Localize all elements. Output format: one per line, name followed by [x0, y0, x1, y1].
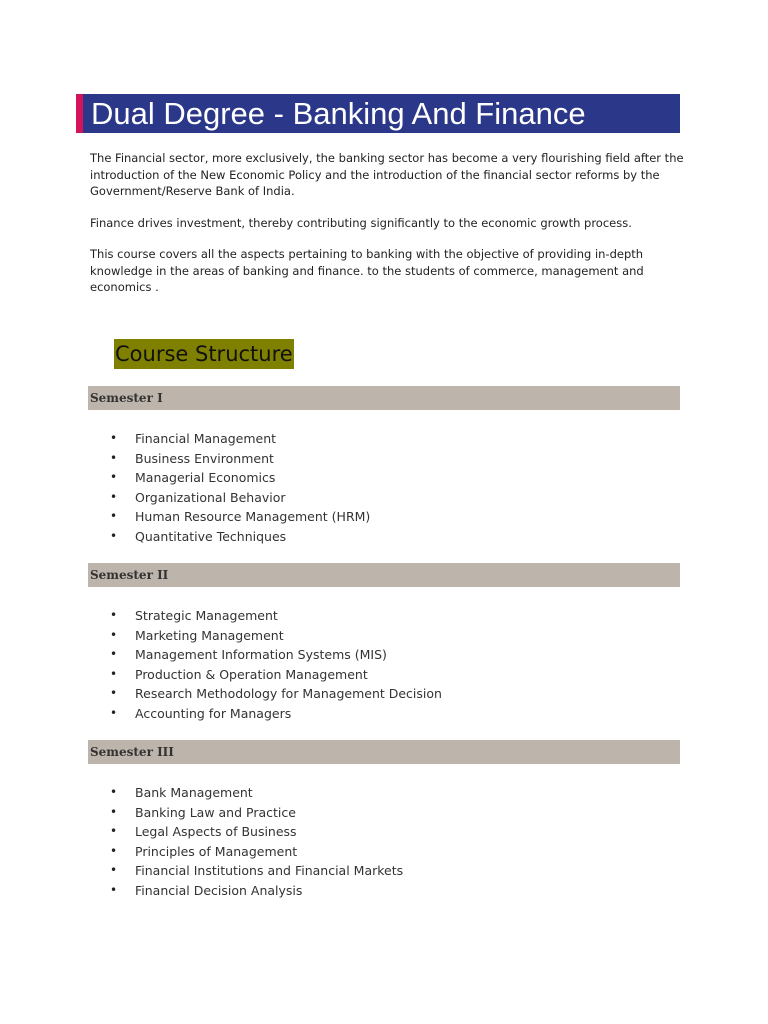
course-structure-heading: Course Structure: [114, 339, 294, 369]
course-item: [110, 449, 370, 469]
bullet-icon: •: [110, 450, 118, 465]
bullet-icon: •: [110, 470, 118, 484]
course-item: [110, 429, 370, 449]
course-item: [110, 881, 403, 901]
bullet-icon: •: [110, 804, 118, 819]
semester-label: Semester I: [90, 391, 163, 405]
course-name: Marketing Management: [135, 627, 284, 643]
course-item: [110, 527, 370, 547]
semester-header: [88, 386, 680, 410]
course-name: Accounting for Managers: [135, 705, 292, 721]
course-item: [110, 684, 442, 704]
course-item: [110, 645, 442, 665]
bullet-icon: •: [110, 431, 118, 445]
bullet-icon: •: [110, 489, 118, 504]
title-bar: [76, 94, 680, 133]
bullet-icon: •: [110, 882, 118, 897]
semester-header: [88, 740, 680, 764]
course-name: Research Methodology for Management Decision: [135, 686, 442, 701]
course-item: [110, 783, 403, 803]
page-title: Dual Degree - Banking And Finance: [91, 96, 586, 131]
bullet-icon: •: [110, 608, 118, 622]
bullet-icon: •: [110, 528, 118, 543]
intro-paragraph: Finance drives investment, thereby contributing significantly to the economic growth process.: [90, 215, 632, 230]
course-name: Human Resource Management (HRM): [135, 509, 371, 524]
course-name: Financial Decision Analysis: [135, 882, 303, 898]
course-item: [110, 626, 442, 646]
bullet-icon: •: [110, 863, 118, 877]
semester-label: Semester III: [90, 745, 174, 759]
bullet-icon: •: [110, 647, 118, 661]
course-name: Management Information Systems (MIS): [135, 647, 387, 662]
bullet-icon: •: [110, 509, 118, 523]
semester-label: Semester II: [90, 568, 169, 582]
course-item: [110, 507, 370, 527]
course-name: Principles of Management: [135, 843, 298, 859]
course-item: [110, 606, 442, 626]
course-name: Financial Institutions and Financial Markets: [135, 863, 404, 878]
bullet-icon: •: [110, 666, 118, 681]
course-item: [110, 468, 370, 488]
course-name: Managerial Economics: [135, 470, 276, 485]
course-name: Quantitative Techniques: [135, 528, 287, 544]
course-name: Production & Operation Management: [135, 666, 368, 682]
course-name: Legal Aspects of Business: [135, 824, 297, 839]
intro-paragraph: This course covers all the aspects pertaining to banking with the objective of providing in-depth knowledge in the areas of banking and finance. to the students of commerce, management and economics .: [90, 247, 644, 294]
course-list: [110, 429, 370, 546]
bullet-icon: •: [110, 627, 118, 642]
course-item: [110, 822, 403, 842]
course-list: [110, 606, 442, 723]
bullet-icon: •: [110, 686, 118, 700]
course-name: Strategic Management: [135, 608, 278, 623]
course-item: [110, 488, 370, 508]
course-list: [110, 783, 403, 900]
intro-paragraph: The Financial sector, more exclusively, the banking sector has become a very flourishing field after the introduction of the New Economic Policy and the introduction of the financial sector reforms by the Government/Reserve Bank of India.: [90, 151, 684, 198]
course-name: Banking Law and Practice: [135, 804, 296, 820]
course-name: Business Environment: [135, 450, 274, 466]
bullet-icon: •: [110, 843, 118, 858]
bullet-icon: •: [110, 785, 118, 799]
semester-header: [88, 563, 680, 587]
course-name: Bank Management: [135, 785, 253, 800]
bullet-icon: •: [110, 824, 118, 838]
course-item: [110, 861, 403, 881]
course-item: [110, 803, 403, 823]
course-name: Organizational Behavior: [135, 489, 286, 505]
course-item: [110, 665, 442, 685]
course-name: Financial Management: [135, 431, 277, 446]
course-item: [110, 842, 403, 862]
bullet-icon: •: [110, 705, 118, 720]
course-item: [110, 704, 442, 724]
intro-section: [90, 150, 690, 311]
